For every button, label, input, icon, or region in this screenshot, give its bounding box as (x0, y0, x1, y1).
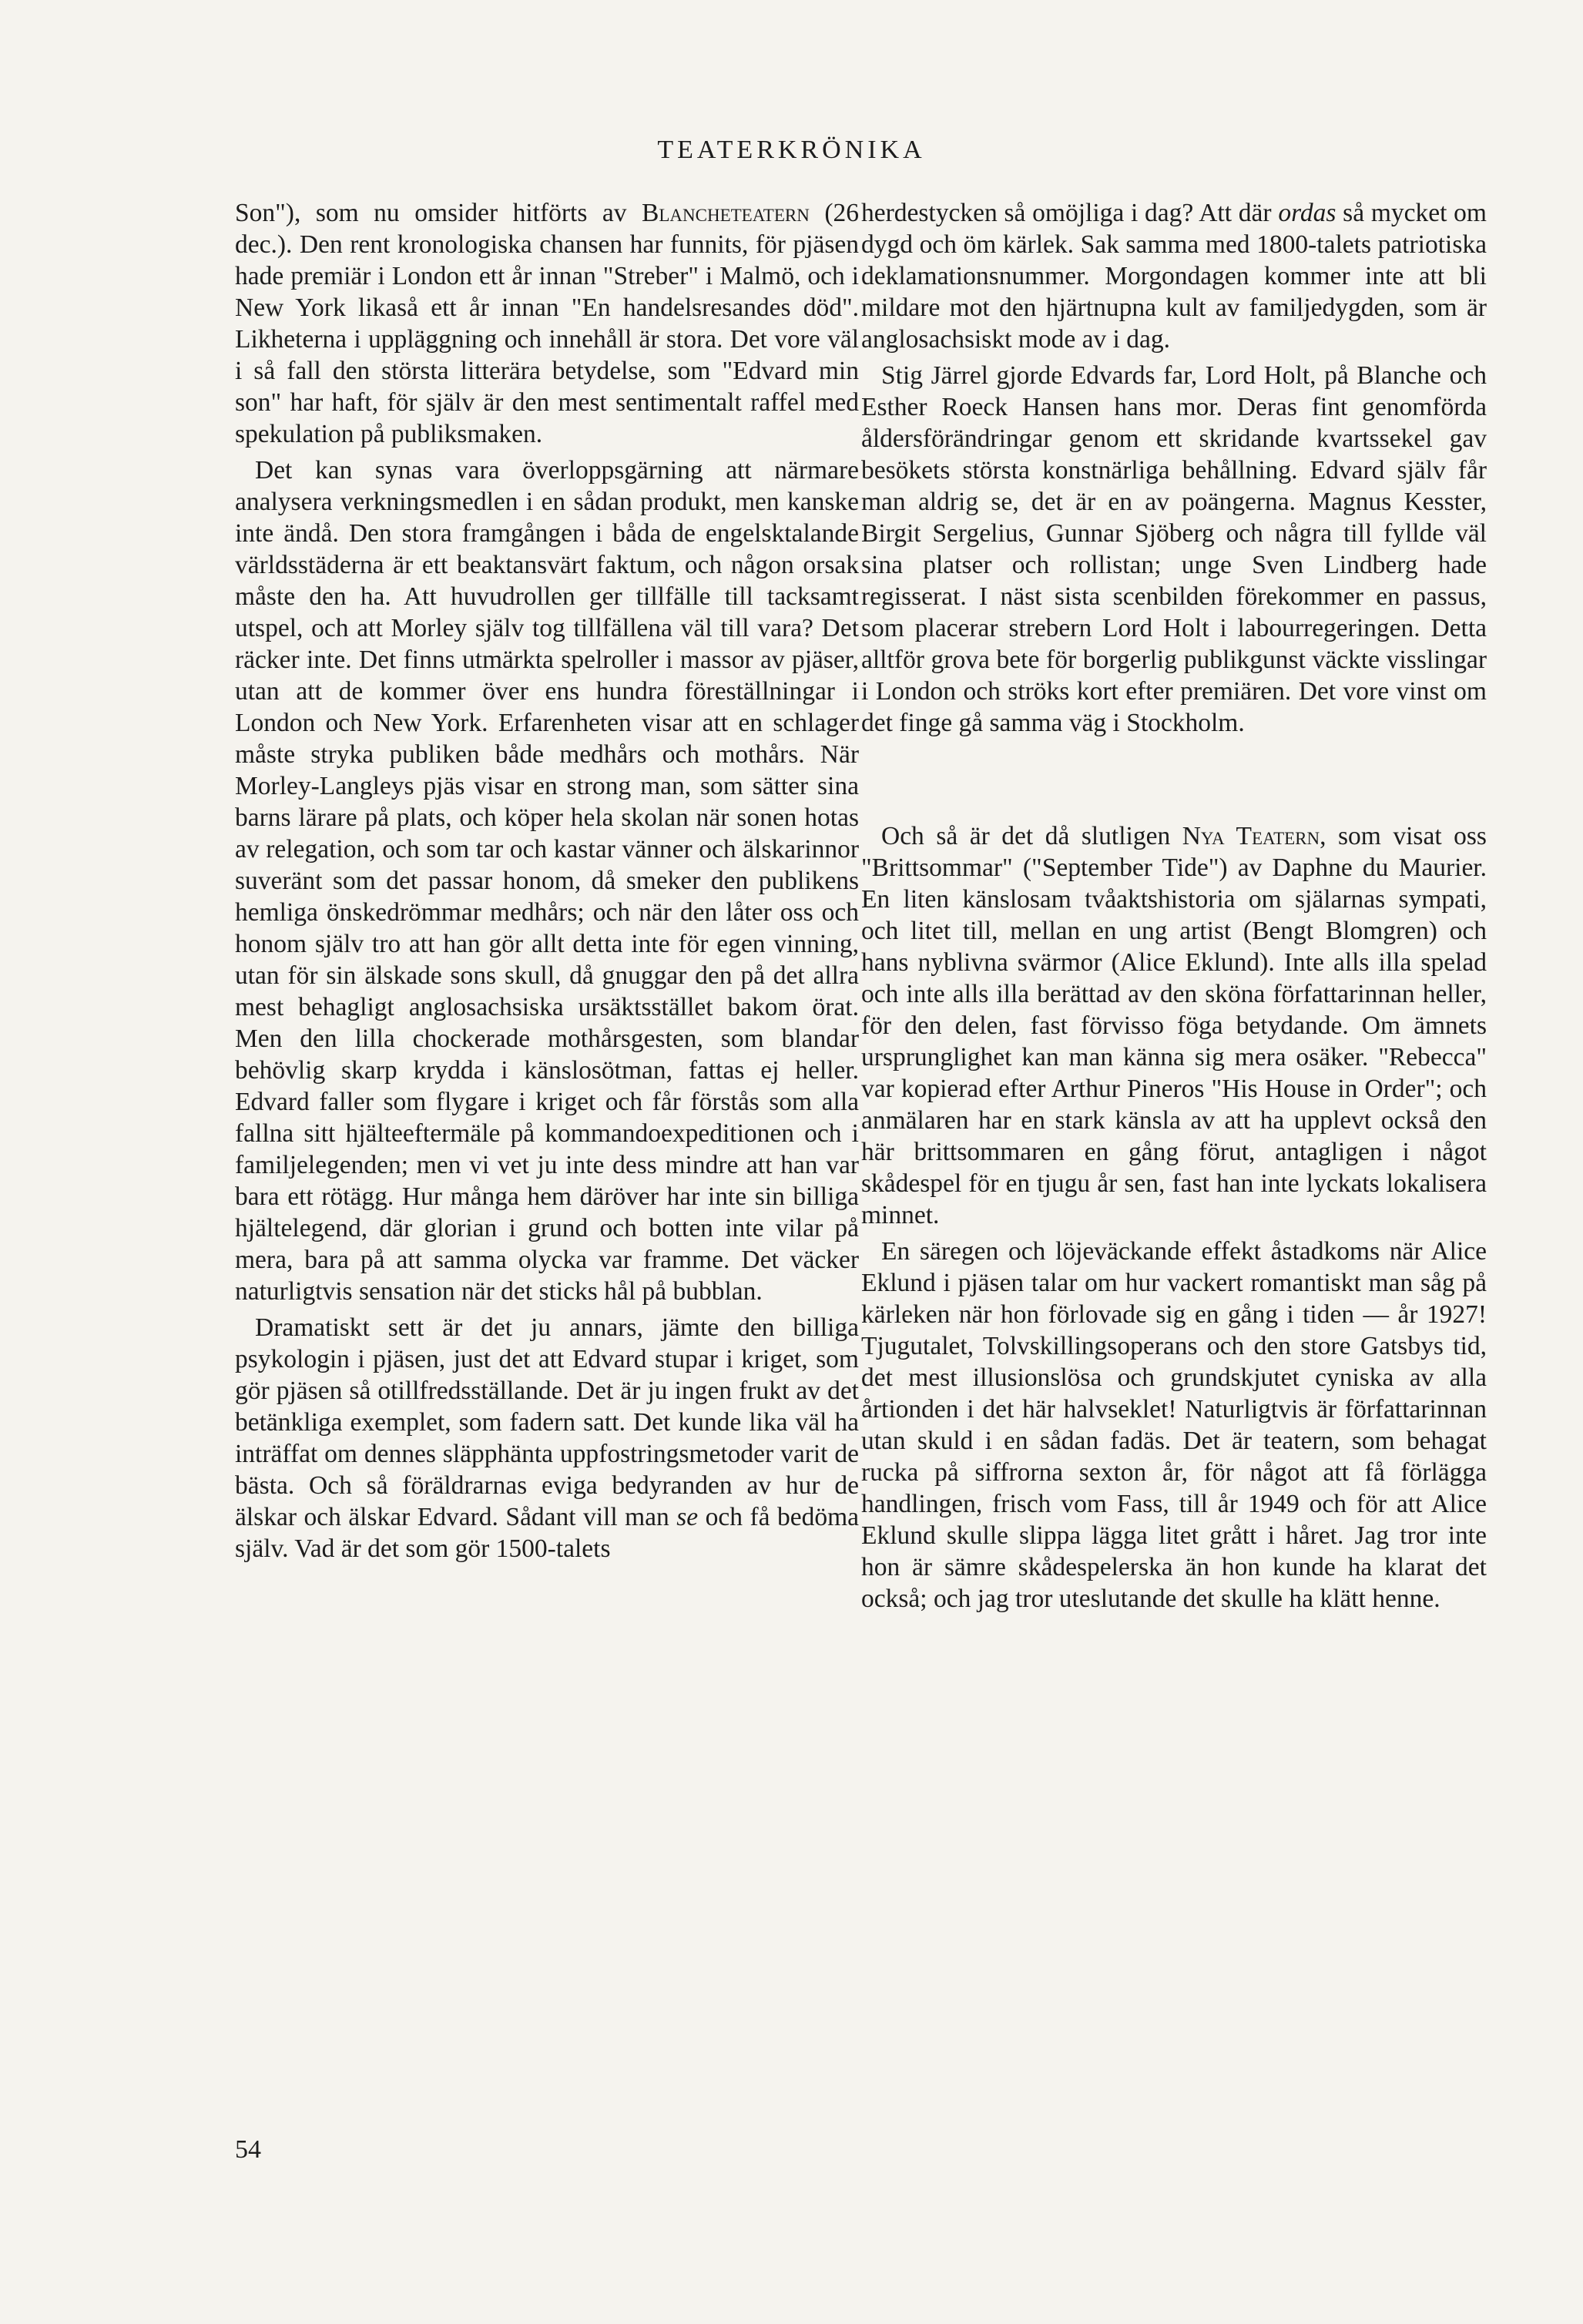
page-number: 54 (235, 2135, 261, 2164)
paragraph (235, 1312, 859, 1564)
paragraph (861, 197, 1487, 355)
text-run: Dramatiskt sett är det ju annars, jämte den billiga psykologin i pjäsen, just det att Edvard stupar i kriget, som gör pjäsen så otillfredsställande. Det är ju ingen frukt av det betänkliga exemplet, som fadern satt. Det kunde lika väl ha inträffat om dennes släpphänta uppfostringsmetoder varit de bästa. Och så föräldrarnas eviga bedyranden av hur de älskar och älskar Edvard. Sådant vill man (235, 1313, 859, 1531)
section-break (861, 739, 1487, 820)
paragraph: Stig Järrel gjorde Edvards far, Lord Holt, på Blanche och Esther Roeck Hansen hans mor. Deras fint genomförda åldersförändringar genom ett skridande kvartssekel gav besökets största konstnärliga behållning. Edvard själv får man aldrig se, det är en av poängerna. Magnus Kesster, Birgit Sergelius, Gunnar Sjöberg och några till fyllde väl sina platser och rollistan; unge Sven Lindberg hade regisserat. I näst sista scenbilden förekommer en passus, som placerar strebern Lord Holt i labourregeringen. Detta alltför grova bete för borgerlig publikgunst väckte visslingar i London och ströks kort efter premiären. Det vore vinst om det finge gå samma väg i Stockholm. (861, 361, 1487, 737)
text-run: herdestycken så omöjliga i dag? Att där (861, 199, 1279, 227)
paragraph: Det kan synas vara överloppsgärning att närmare analysera verkningsmedlen i en sådan produkt, men kanske inte ändå. Den stora framgången i båda de engelsktalande världsstäderna är ett beaktansvärt faktum, och någon orsak måste den ha. Att huvudrollen ger tillfälle till tacksamt utspel, och att Morley själv tog tillfällena väl till vara? Det räcker inte. Det finns utmärkta spelroller i massor av pjäser, utan att de kommer över ens hundra föreställningar i London och New York. Erfarenheten visar att en schlager måste stryka publiken både medhårs och mothårs. När Morley-Langleys pjäs visar en strong man, som sätter sina barns lärare på plats, och köper hela skolan när sonen hotas av relegation, och som tar och kastar vänner och älskarinnor suveränt som det passar honom, då smeker den publikens hemliga önskedrömmar medhårs; och när den låter oss och honom själv tro att han gör allt detta inte för egen vinning, utan för sin älskade sons skull, då gnuggar den på det allra mest behagligt anglosachsiska ursäktsstället bakom örat. Men den lilla chockerade mothårsgesten, som blandar behövlig skarp krydda i känslosötman, fattas ej heller. Edvard faller som flygare i kriget och får förstås som alla fallna sitt hjälteeftermäle på kommandoexpeditionen och i familjelegenden; men vi vet ju inte dess mindre att han var bara ett rötägg. Hur många hem däröver har inte sin billiga hjältelegend, där glorian i grund och botten inte vilar på mera, bara på att samma olycka var framme. Det väcker naturligtvis sensation när det sticks hål på bubblan. (235, 456, 859, 1306)
text-run: Son"), som nu omsider hitförts av (235, 199, 642, 227)
text-run: och få bedöma själv. Vad är det som gör 1500-talets (235, 1503, 859, 1563)
running-head: TEATERKRÖNIKA (657, 136, 926, 164)
text-run: (26 dec.). Den rent kronologiska chansen har funnits, för pjäsen hade premiär i London ett år innan "Streber" i Malmö, och i New York likaså ett år innan "En handelsresandes död". Likheterna i uppläggning och innehåll är stora. Det vore väl i så fall den största litterära betydelse, som "Edvard min son" har haft, för själv är den mest sentimentalt raffel med spekulation på publiksmaken. (235, 199, 860, 448)
emphasis: ordas (1278, 199, 1336, 227)
left-column (235, 197, 859, 1564)
emphasis: se (676, 1503, 699, 1531)
paragraph (861, 820, 1487, 1231)
theatre-name: Nya Teatern (1182, 822, 1320, 850)
paragraph (235, 197, 859, 450)
right-column (861, 197, 1487, 1615)
theatre-name: Blancheteatern (642, 199, 810, 227)
text-run: Och så är det då slutligen (881, 822, 1182, 850)
paragraph: En säregen och löjeväckande effekt åstadkoms när Alice Eklund i pjäsen talar om hur vackert romantiskt man såg på kärleken när hon förlovade sig en gång i tiden — år 1927! Tjugutalet, Tolvskillingsoperans och den store Gatsbys tid, det mest illusionslösa och grundskjutet cyniska av alla årtionden i det här halvseklet! Naturligtvis är författarinnan utan skuld i en sådan fadäs. Det är teatern, som behagat rucka på siffrorna sexton år, för något att få förlägga handlingen, frisch vom Fass, till år 1949 och för att Alice Eklund skulle slippa lägga litet grått i håret. Jag tror inte hon är sämre skådespelerska än hon kunde ha klarat det också; och jag tror uteslutande det skulle ha klätt henne. (861, 1237, 1487, 1613)
text-run: så mycket om dygd och öm kärlek. Sak samma med 1800-talets patriotiska deklamationsnummer. Morgondagen kommer inte att bli mildare mot den hjärtnupna kult av familjedygden, som är anglosachsiskt mode av i dag. (861, 199, 1487, 354)
text-run: , som visat oss "Brittsommar" ("September Tide") av Daphne du Maurier. En liten känslosam tvåaktshistoria om själarnas sympati, och litet till, mellan en ung artist (Bengt Blomgren) och hans nyblivna svärmor (Alice Eklund). Inte alls illa spelad och inte alls illa berättad av den sköna författarinnan heller, för den delen, fast förvisso föga betydande. Om ämnets ursprunglighet kan man känna sig mera osäker. "Rebecca" var kopierad efter Arthur Pineros "His House in Order"; och anmälaren har en stark känsla av att ha upplevt också den här brittsommaren en gång förut, antagligen i något skådespel för en tjugu år sen, fast han inte lyckats lokalisera minnet. (861, 822, 1487, 1229)
